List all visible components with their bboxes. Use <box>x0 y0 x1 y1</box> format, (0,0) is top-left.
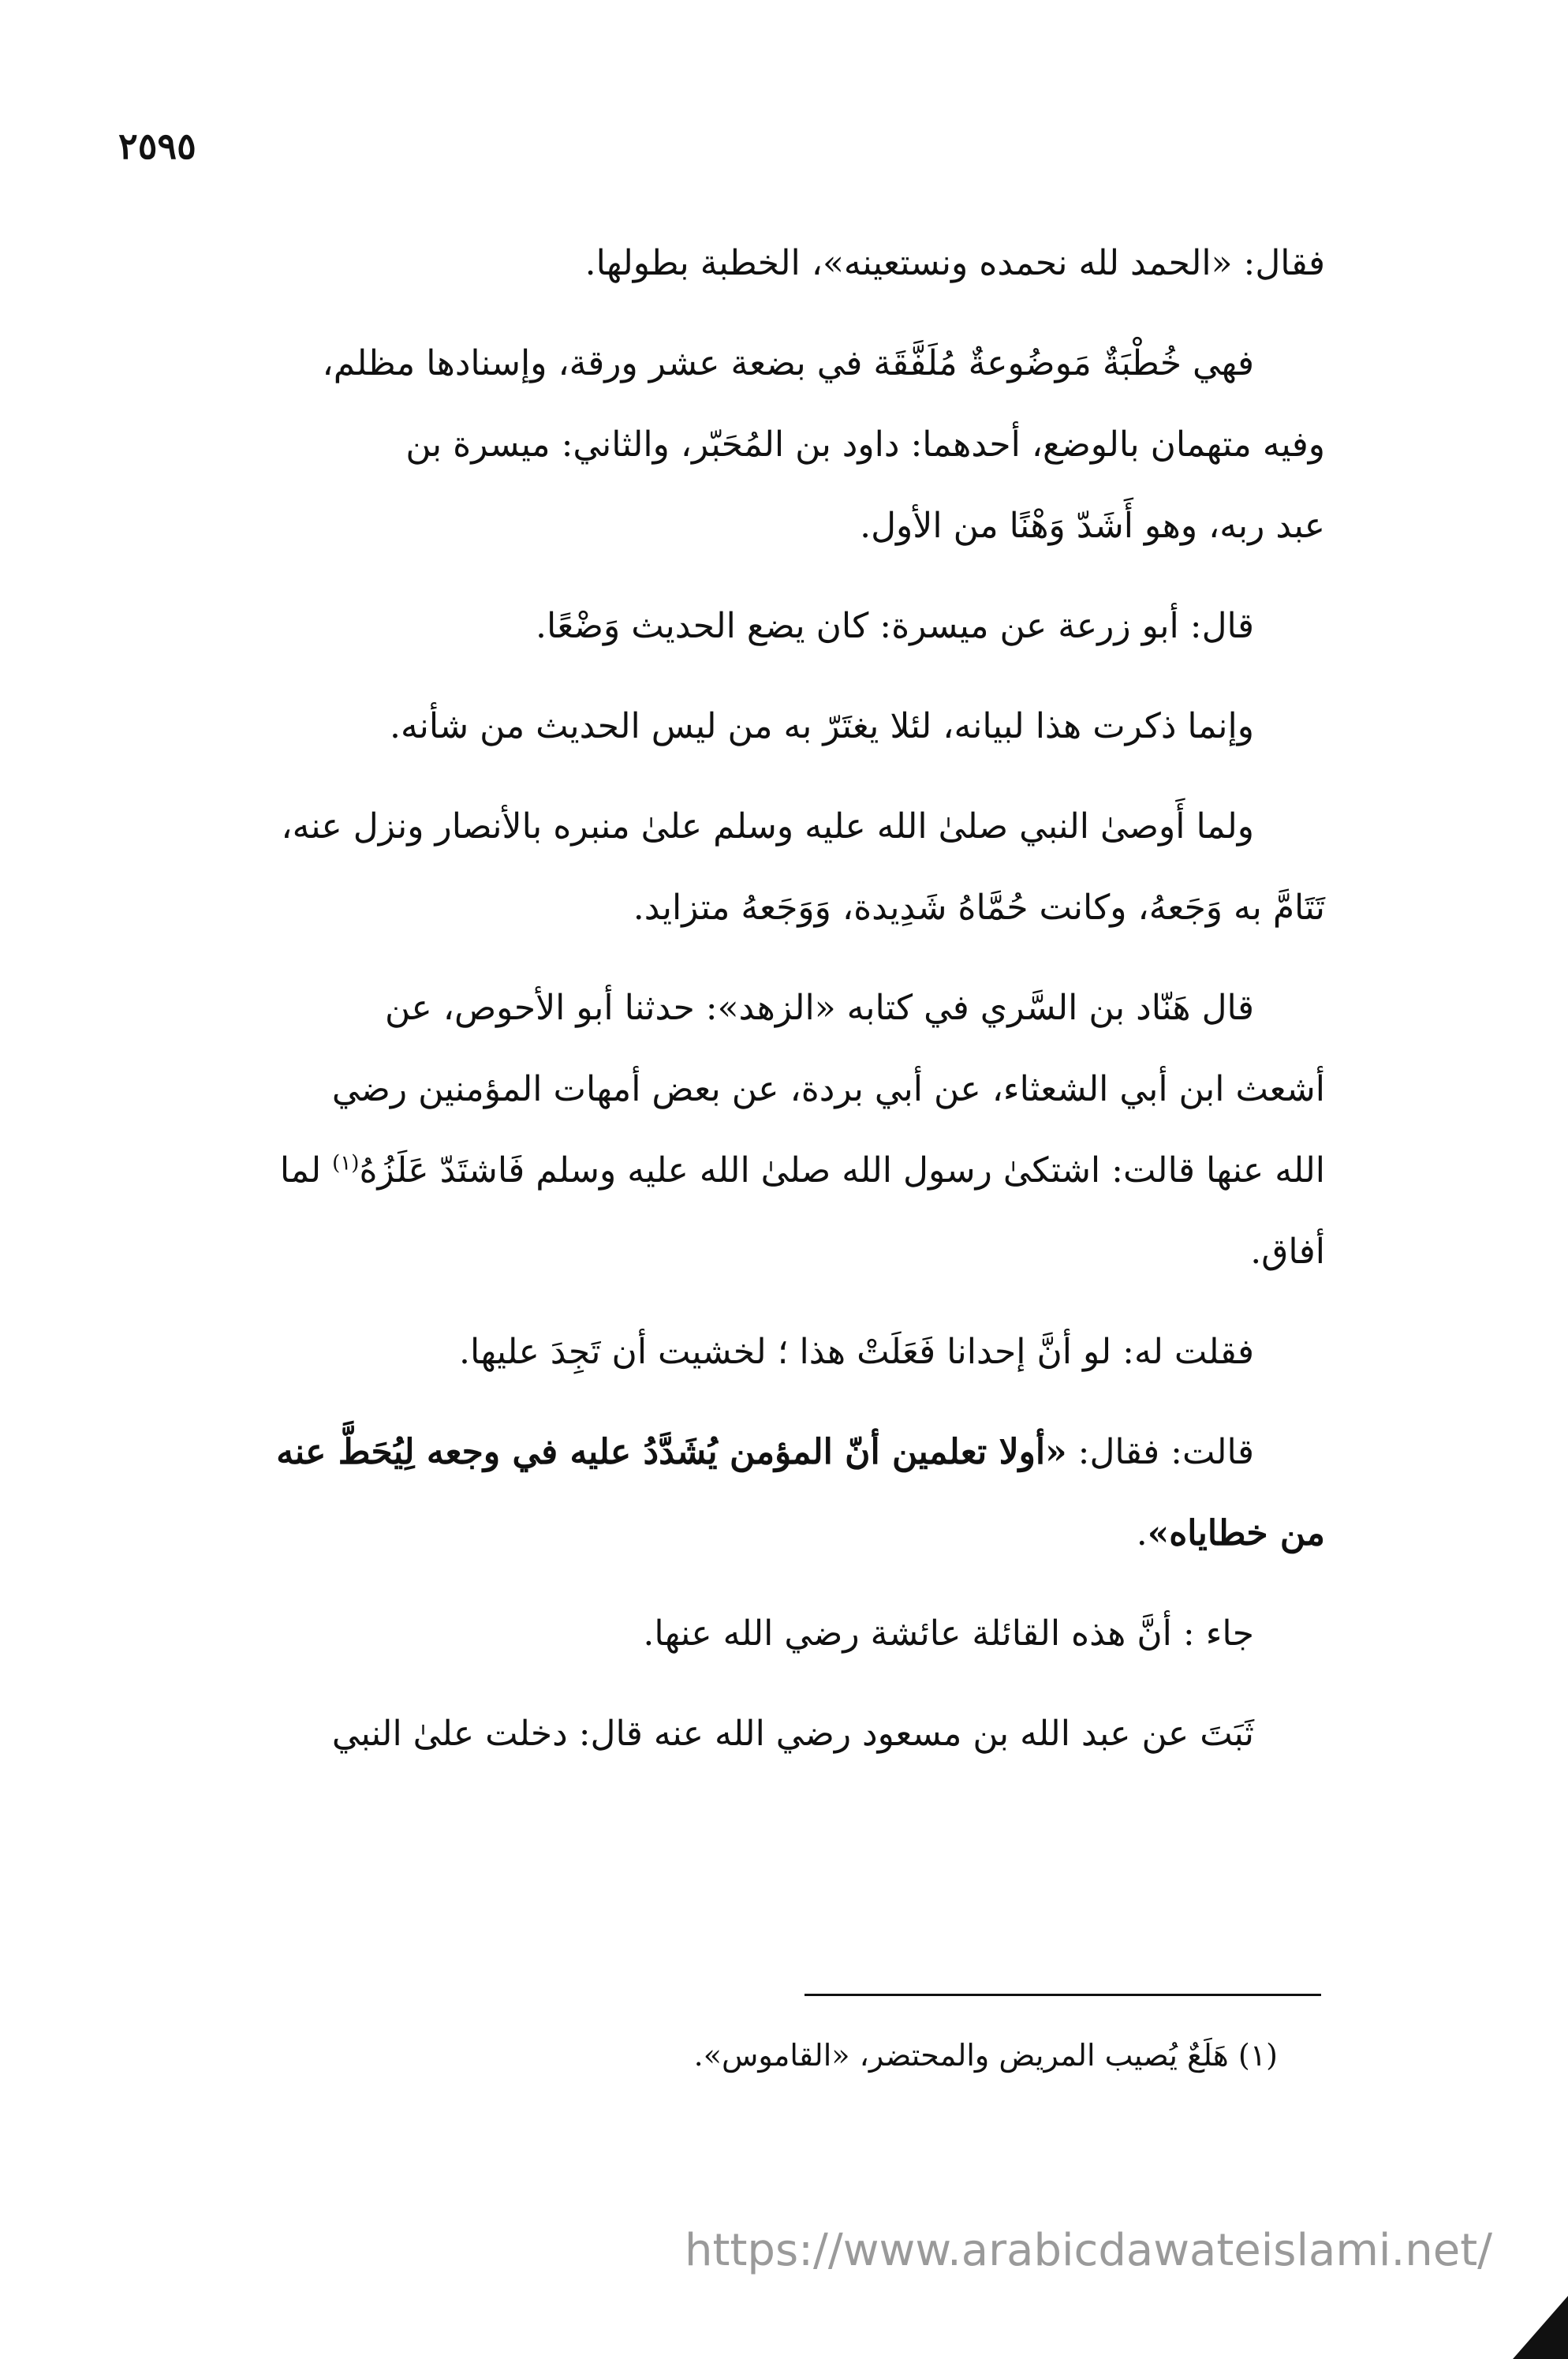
footnote-reference: (١) <box>332 1151 360 1176</box>
bold-hadith-text: «أولا تعلمين أنّ المؤمن يُشَدَّدُ عليه في وجعه لِيُحَطَّ عنه <box>276 1432 1067 1472</box>
text-line: أفاق. <box>1250 1232 1325 1272</box>
text-line: فقال: «الحمد لله نحمده ونستعينه»، الخطبة بطولها. <box>584 243 1325 283</box>
text-line: وفيه متهمان بالوضع، أحدهما: داود بن المُحَبّر، والثاني: ميسرة بن <box>405 424 1325 465</box>
bold-hadith-text: من خطاياه» <box>1147 1513 1325 1553</box>
text-line: وإنما ذكرت هذا لبيانه، لئلا يغتَرّ به من ليس الحديث من شأنه. <box>390 706 1254 746</box>
footnote-divider <box>805 1994 1321 1996</box>
text-line: عبد ربه، وهو أَشَدّ وَهْنًا من الأول. <box>860 506 1325 546</box>
text-line: تَتَامَّ به وَجَعهُ، وكانت حُمَّاهُ شَدِيدة، وَوَجَعهُ متزايد. <box>633 888 1325 928</box>
text-line: فقلت له: لو أنَّ إحدانا فَعَلَتْ هذا ؛ لخشيت أن تَجِدَ عليها. <box>459 1332 1254 1372</box>
text-line: فهي خُطْبَةٌ مَوضُوعةٌ مُلَفَّقَة في بضعة عشر ورقة، وإسنادها مظلم، <box>322 343 1254 383</box>
watermark-url: https://www.arabicdawateislami.net/ <box>685 2225 1493 2276</box>
text-line: ولما أَوصىٰ النبي صلىٰ الله عليه وسلم علىٰ منبره بالأنصار ونزل عنه، <box>281 806 1254 847</box>
text-line: قال: أبو زرعة عن ميسرة: كان يضع الحديث وَضْعًا. <box>536 606 1254 646</box>
text-line: جاء : أنَّ هذه القائلة عائشة رضي الله عنها. <box>643 1613 1254 1654</box>
page-number: ٢٥٩٥ <box>118 125 196 167</box>
text-line: أشعث ابن أبي الشعثاء، عن أبي بردة، عن بعض أمهات المؤمنين رضي <box>331 1069 1325 1109</box>
text-line: من خطاياه». <box>1136 1513 1325 1553</box>
text-line: ثَبَتَ عن عبد الله بن مسعود رضي الله عنه قال: دخلت علىٰ النبي <box>331 1714 1254 1754</box>
page-body <box>118 222 1325 1774</box>
page-corner-mark <box>1513 2296 1568 2359</box>
text-line: قال هَنّاد بن السَّري في كتابه «الزهد»: حدثنا أبو الأحوص، عن <box>385 988 1254 1028</box>
text-line: قالت: فقال: «أولا تعلمين أنّ المؤمن يُشَدَّدُ عليه في وجعه لِيُحَطَّ عنه <box>276 1432 1254 1472</box>
text-line: الله عنها قالت: اشتكىٰ رسول الله صلىٰ الله عليه وسلم فَاشتَدّ عَلَزُهُ$^{(١)}$ لما <box>279 1150 1325 1191</box>
footnote: (١) هَلَعٌ يُصيب المريض والمحتضر، «القاموس». <box>693 2038 1278 2073</box>
